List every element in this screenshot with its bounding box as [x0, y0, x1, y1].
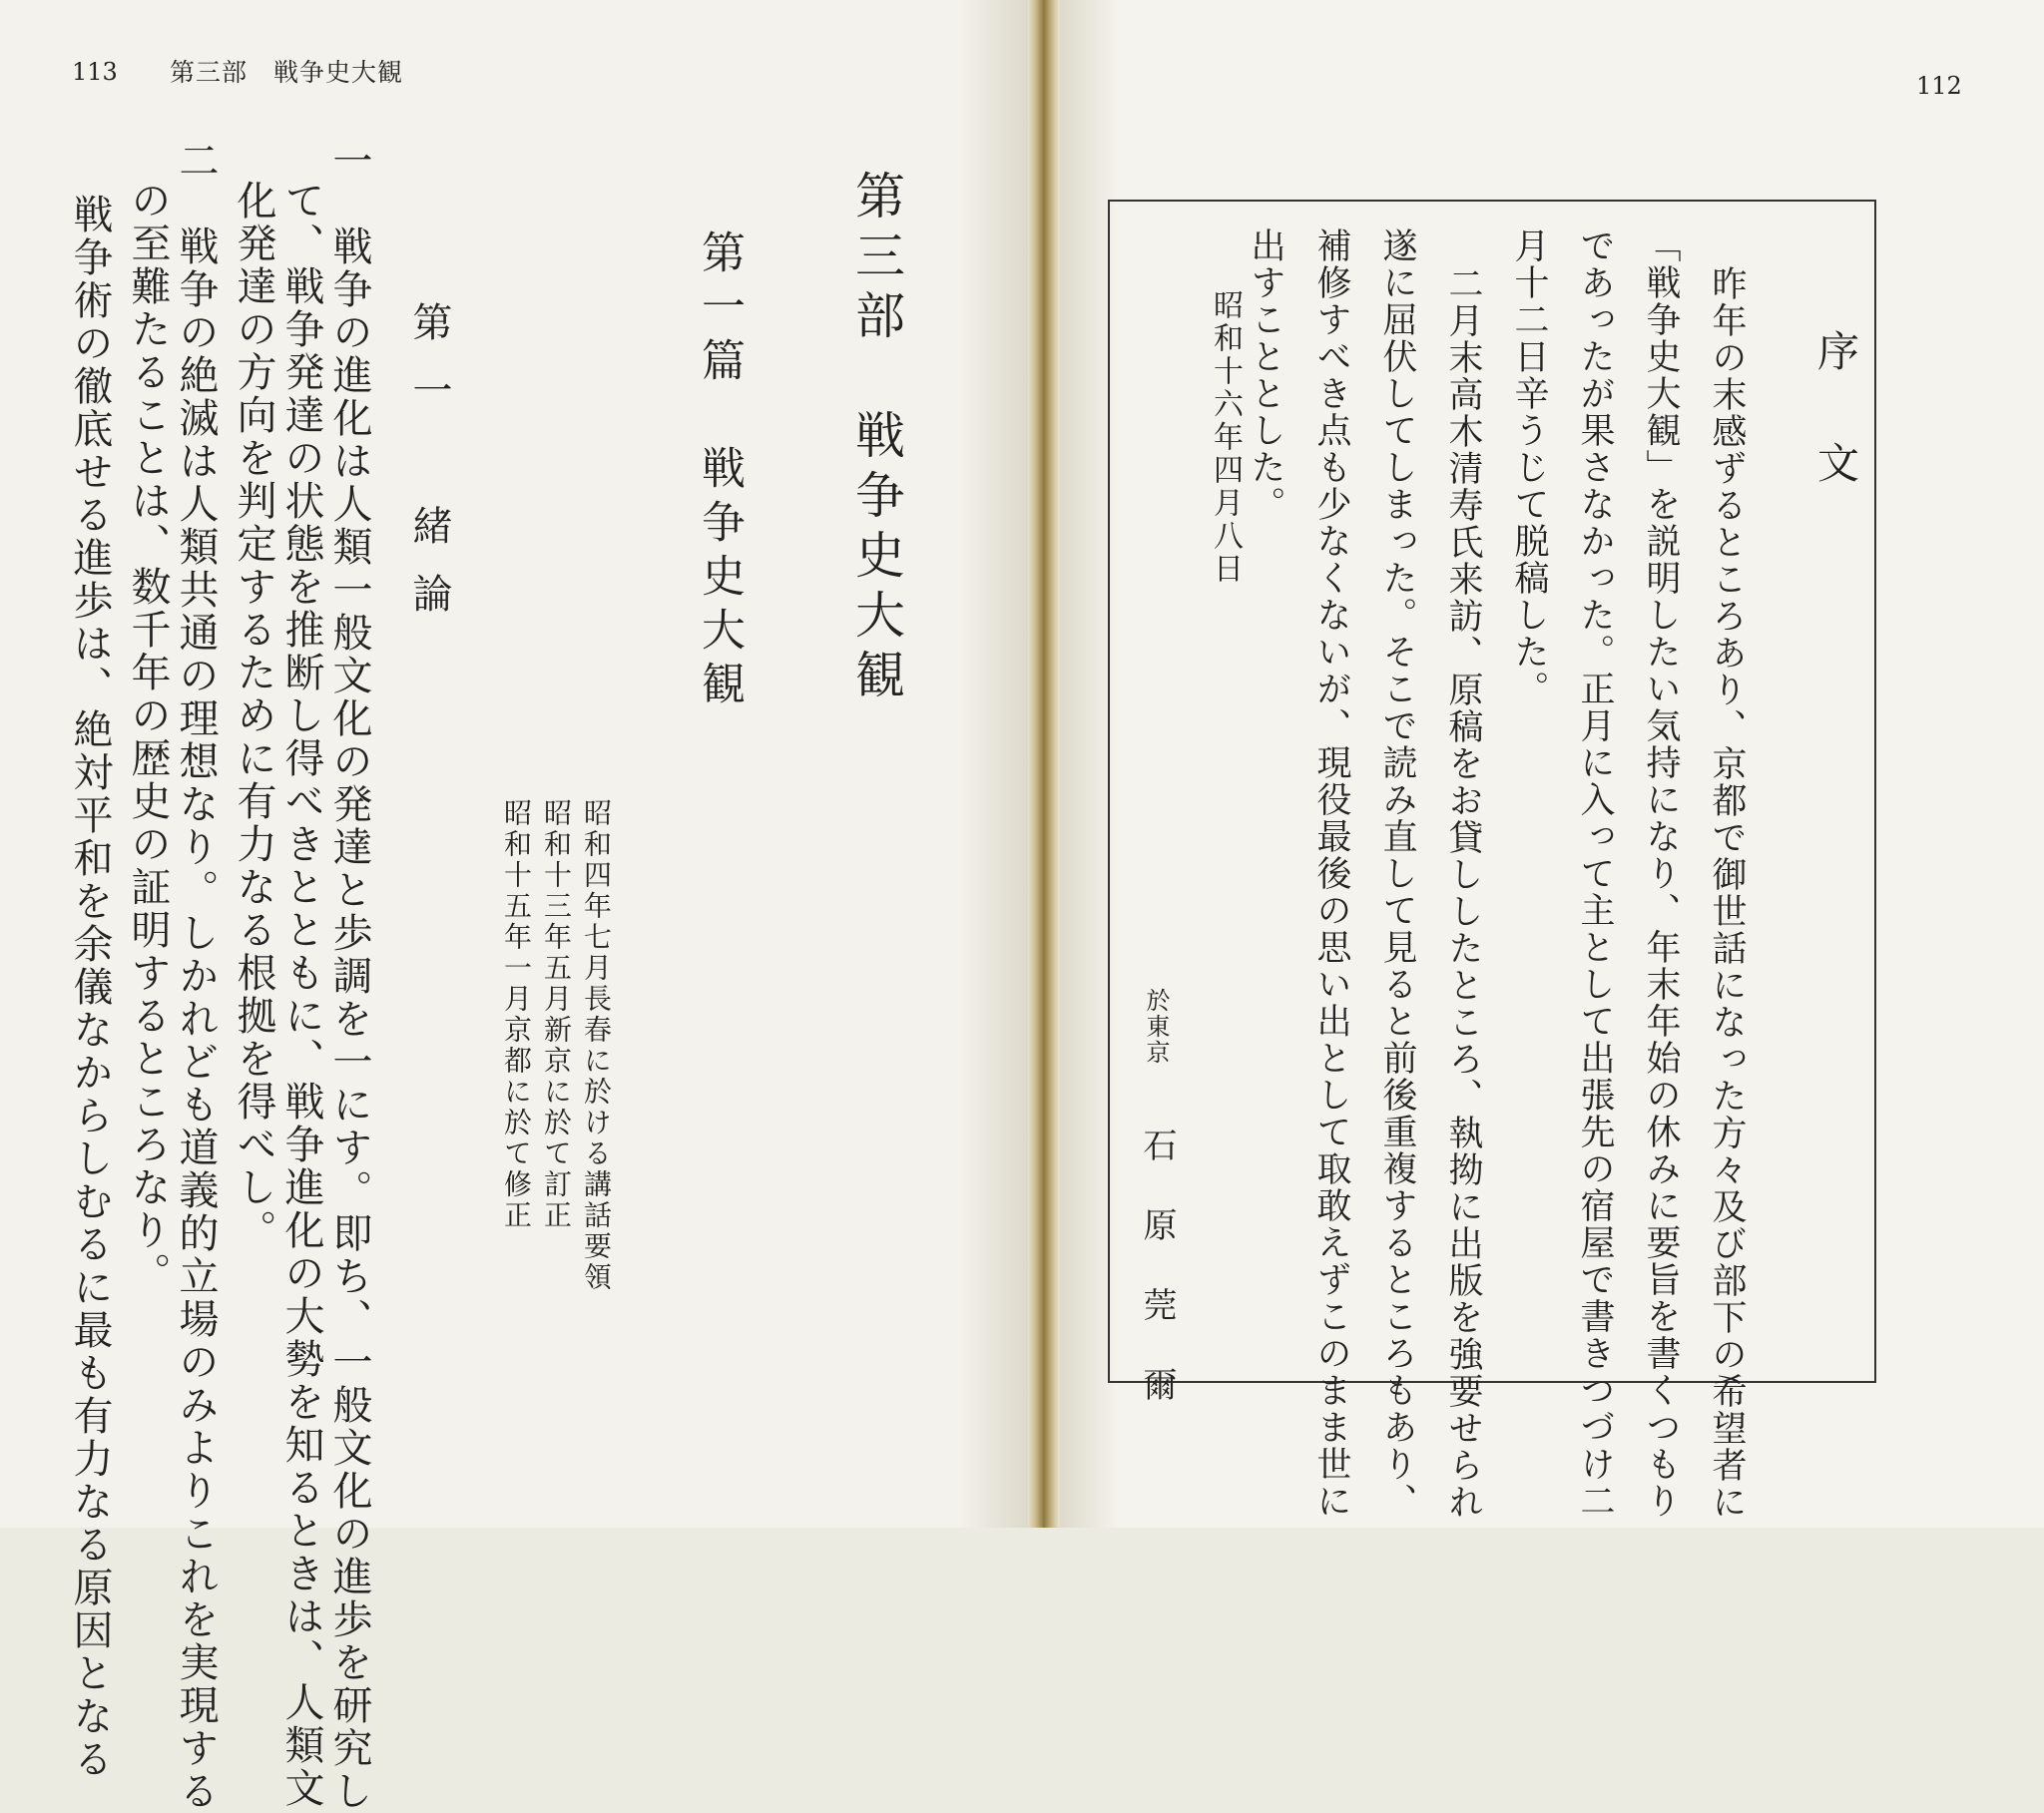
chapter-title: 第一篇 戦争史大観	[694, 229, 745, 714]
source-note-3: 昭和十五年一月京都に於て修正	[500, 798, 533, 1231]
preface-date: 昭和十六年四月八日	[1208, 289, 1243, 586]
source-note-1: 昭和四年七月長春に於ける講話要領	[580, 798, 613, 1293]
preface-line-6: 遂に屈伏してしまった。そこで読み直して見ると前後重複するところもあり、	[1377, 227, 1417, 1520]
preface-line-4: 月十二日辛うじて脱稿した。	[1509, 227, 1549, 707]
source-note-2: 昭和十三年五月新京に於て訂正	[540, 798, 573, 1231]
page-number-left: 113	[72, 58, 118, 86]
body-line-5: の至難たることは、数千年の歴史の証明するところなり。	[125, 180, 171, 1295]
preface-line-7: 補修すべき点も少なくないが、現役最後の思い出として取敢えずこのまま世に	[1311, 227, 1351, 1520]
body-line-1: 一 戦争の進化は人類一般文化の発達と歩調を一にす。即ち、一般文化の進歩を研究し	[326, 140, 372, 1813]
page-number-right: 112	[1916, 72, 1962, 100]
body-line-3: 化発達の方向を判定するために有力なる根拠を得べし。	[231, 180, 276, 1252]
preface-line-8: 出すこととした。	[1246, 227, 1285, 523]
preface-line-5: 二月末高木清寿氏来訪、原稿をお貸ししたところ、執拗に出版を強要せられ	[1443, 265, 1483, 1521]
body-line-4: 二 戦争の絶滅は人類共通の理想なり。しかれども道義的立場のみよりこれを実現する	[173, 140, 219, 1813]
preface-line-3: であったが果さなかった。正月に入って主として出張先の宿屋で書きつづけ二	[1575, 227, 1615, 1520]
preface-place: 於東京	[1142, 988, 1170, 1066]
preface-title: 序 文	[1811, 329, 1860, 497]
preface-line-1: 昨年の末感ずるところあり、京都で御世話になった方々及び部下の希望者に	[1707, 265, 1747, 1521]
gutter-shadow-left	[958, 0, 1028, 1528]
body-line-6: 戦争術の徹底せる進歩は、絶対平和を余儀なからしむるに最も有力なる原因となる	[67, 194, 113, 1781]
part-title: 第三部 戦争史大観	[847, 170, 905, 708]
book-gutter	[1028, 0, 1060, 1528]
preface-line-2: 「戦争史大観」を説明したい気持になり、年末年始の休みに要旨を書くつもり	[1641, 227, 1681, 1520]
running-header: 第三部 戦争史大観	[170, 58, 404, 87]
preface-author: 石 原 莞 爾	[1137, 1128, 1177, 1407]
body-line-2: て、戦争発達の状態を推断し得べきとともに、戦争進化の大勢を知るときは、人類文	[278, 180, 324, 1810]
section-title: 第一 緒論	[406, 301, 452, 641]
